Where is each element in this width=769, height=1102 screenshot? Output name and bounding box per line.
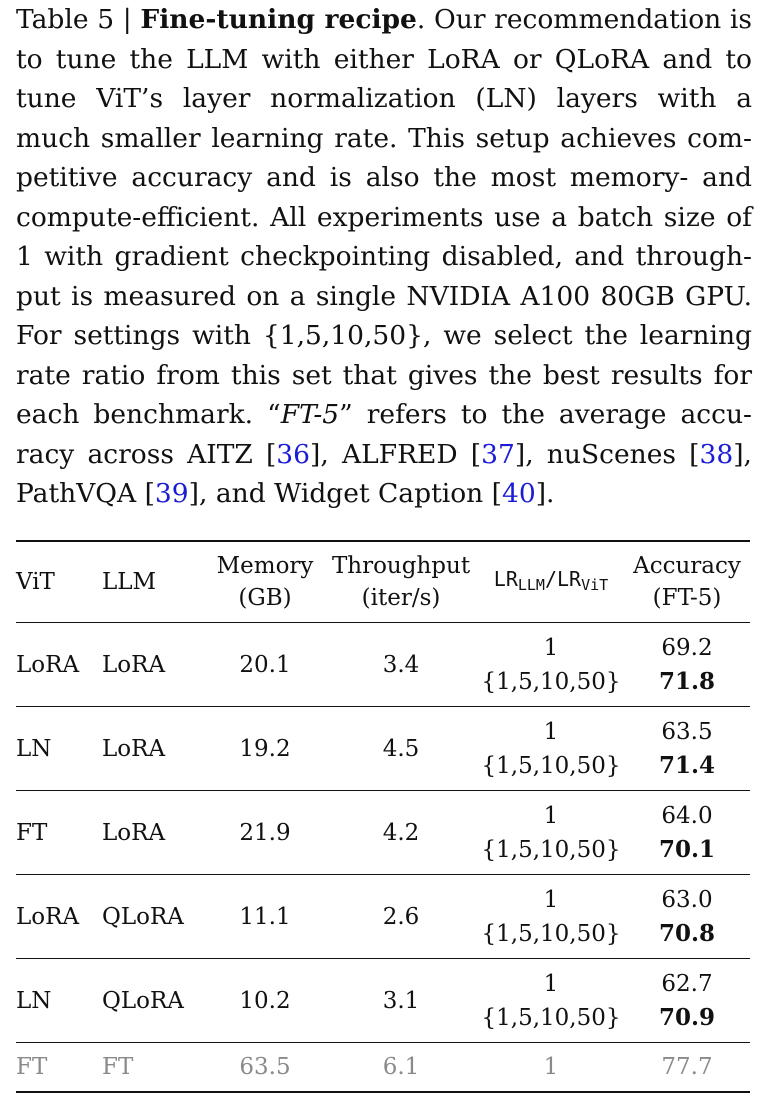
- table-header-row: [16, 541, 750, 623]
- cell-memory: 11.1: [239, 903, 291, 930]
- caption-ft5: FT-5: [280, 399, 340, 430]
- caption-label: Table 5 |: [16, 4, 141, 35]
- cell-accuracy: 69.2 71.8: [658, 634, 716, 695]
- cell-llm: LoRA: [102, 651, 166, 678]
- cell-throughput: 3.1: [382, 987, 420, 1014]
- cell-lr-ratio: 1: [543, 1054, 559, 1080]
- cell-llm: LoRA: [102, 819, 166, 846]
- header-throughput: Throughput (iter/s): [331, 553, 471, 611]
- cell-memory: 63.5: [239, 1054, 291, 1080]
- cell-vit: LoRA: [16, 651, 80, 678]
- header-vit: ViT: [16, 569, 55, 595]
- caption-text: . Our recommendation is to tune the LLM with either LoRA or QLoRA and to tune ViT’s layer normalization (LN) layers with a much smaller learning rate. This setup achieves competitive accuracy and is also the most memory- and compute-efficient. All experiments use a batch size of 1 with gradient checkpointing disabled, and throughput is measured on a single NVIDIA A100 80GB GPU. For settings with {1,5,10,50}, we select the learning rate ratio from this set that gives the best results for each benchmark. “: [16, 4, 752, 430]
- cell-vit: LN: [16, 987, 52, 1014]
- cell-llm: FT: [102, 1054, 134, 1080]
- caption-text: ], nuScenes [: [514, 438, 700, 470]
- table-row: [16, 707, 750, 791]
- cell-accuracy: 77.7: [661, 1054, 713, 1080]
- table-row: [16, 959, 750, 1043]
- cell-vit: FT: [16, 819, 48, 846]
- cell-lr-ratio: 1 {1,5,10,50}: [481, 886, 621, 947]
- cell-llm: QLoRA: [102, 903, 184, 930]
- baseline-row: [16, 1043, 750, 1093]
- cell-lr-ratio: 1 {1,5,10,50}: [481, 634, 621, 695]
- citation-link[interactable]: 37: [481, 438, 515, 470]
- cell-lr-ratio: 1 {1,5,10,50}: [481, 970, 621, 1031]
- cell-memory: 21.9: [239, 819, 291, 846]
- caption-text: ], ALFRED [: [310, 438, 482, 470]
- table-caption: [16, 0, 752, 514]
- caption-title: Fine-tuning recipe: [140, 4, 417, 35]
- cell-throughput: 2.6: [382, 903, 420, 930]
- cell-accuracy: 64.0 70.1: [658, 802, 716, 863]
- cell-throughput: 4.5: [382, 735, 420, 762]
- cell-lr-ratio: 1 {1,5,10,50}: [481, 718, 621, 779]
- cell-accuracy: 62.7 70.9: [658, 970, 716, 1031]
- caption-text: ], PathVQA [: [16, 438, 752, 509]
- cell-llm: QLoRA: [102, 987, 184, 1014]
- cell-memory: 20.1: [239, 651, 291, 678]
- cell-llm: LoRA: [102, 735, 166, 762]
- header-accuracy: Accuracy (FT-5): [633, 553, 741, 611]
- citation-link[interactable]: 38: [699, 438, 734, 470]
- cell-lr-ratio: 1 {1,5,10,50}: [481, 802, 621, 863]
- citation-link[interactable]: 40: [501, 478, 536, 509]
- cell-accuracy: 63.0 70.8: [658, 886, 716, 947]
- caption-text: ” refers to the average accuracy across AITZ [: [16, 399, 752, 470]
- caption-text: ].: [535, 478, 555, 509]
- cell-vit: FT: [16, 1054, 48, 1080]
- caption-text: ], and Widget Caption [: [188, 478, 502, 509]
- fine-tuning-table: [16, 540, 750, 1093]
- header-lr-ratio: $LR_{LLM}/LR_{ViT}$: [493, 567, 609, 594]
- cell-throughput: 3.4: [382, 651, 420, 678]
- cell-memory: 19.2: [239, 735, 291, 762]
- citation-link[interactable]: 39: [154, 478, 189, 509]
- cell-throughput: 4.2: [382, 819, 420, 846]
- header-llm: LLM: [102, 569, 157, 595]
- cell-vit: LN: [16, 735, 52, 762]
- header-memory: Memory (GB): [216, 553, 314, 611]
- cell-throughput: 6.1: [382, 1054, 420, 1080]
- cell-vit: LoRA: [16, 903, 80, 930]
- table-row: [16, 875, 750, 959]
- table-row: [16, 623, 750, 707]
- cell-accuracy: 63.5 71.4: [658, 718, 716, 779]
- cell-memory: 10.2: [239, 987, 291, 1014]
- citation-link[interactable]: 36: [276, 438, 311, 470]
- table-row: [16, 791, 750, 875]
